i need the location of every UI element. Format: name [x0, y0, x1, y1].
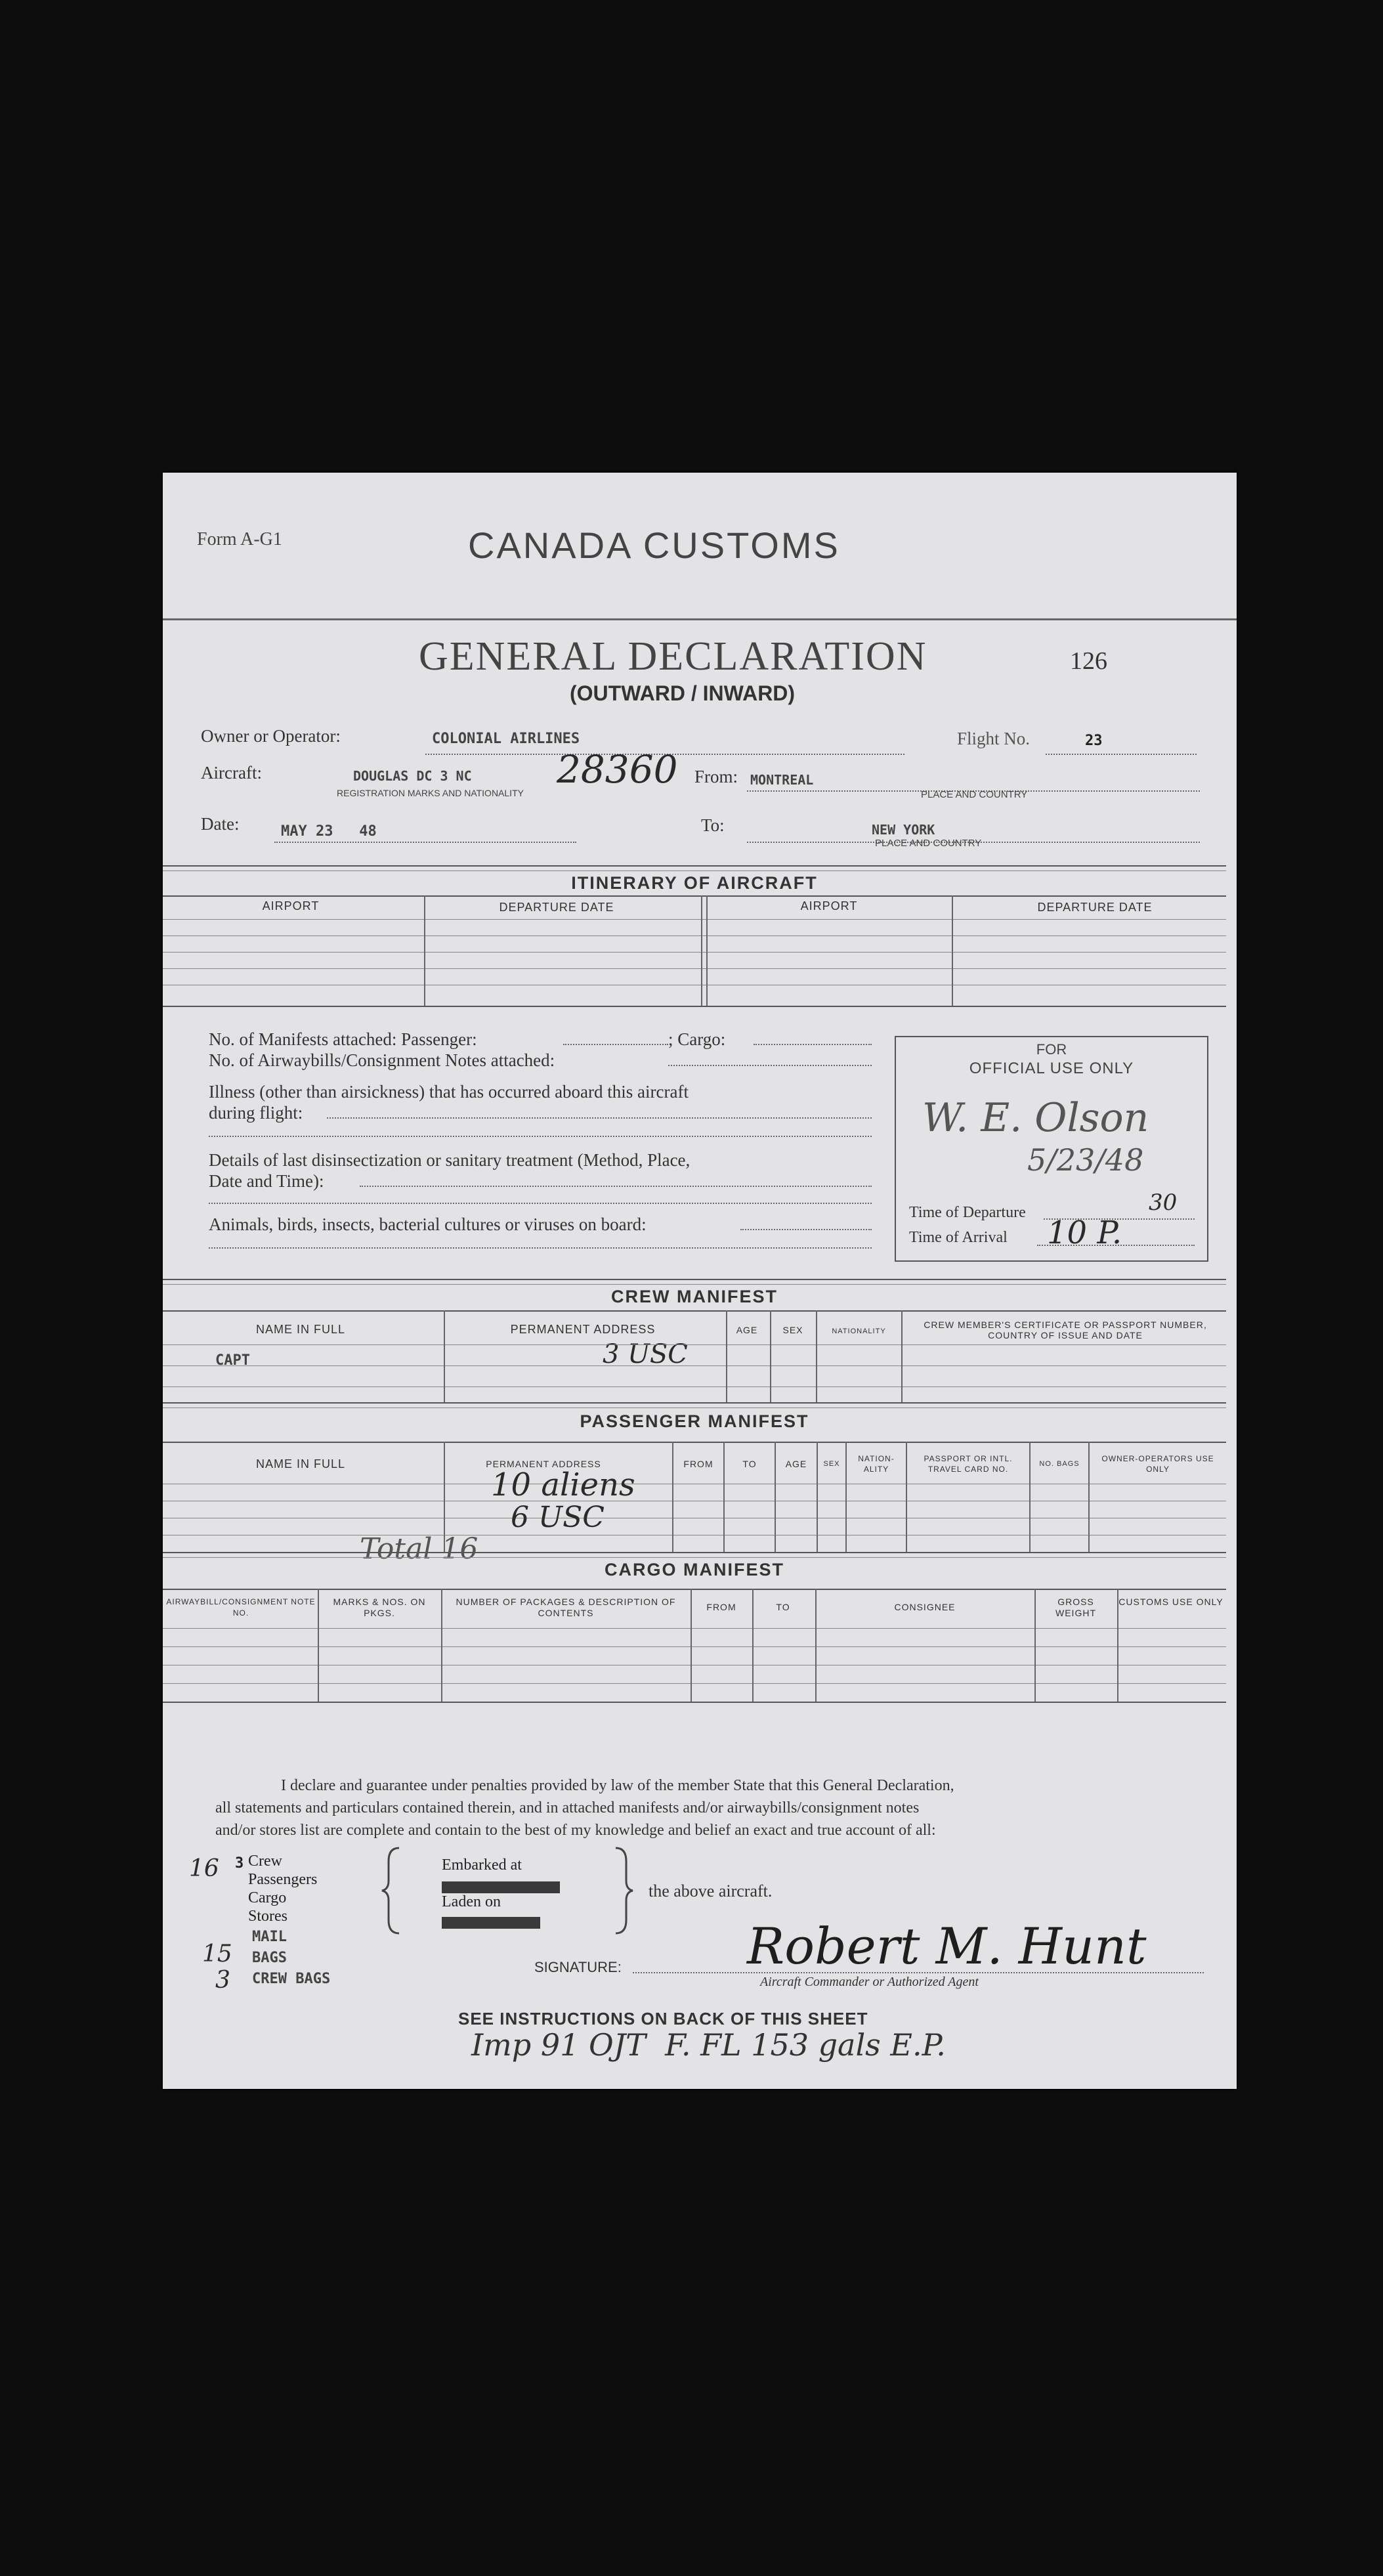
aircraft-value: DOUGLAS DC 3 NC — [353, 768, 472, 784]
from-label: From: — [694, 767, 738, 786]
page-subtitle: (OUTWARD / INWARD) — [570, 681, 796, 705]
passenger-col-owner-use: OWNER-OPERATORS USE ONLY — [1101, 1454, 1214, 1474]
cargo-col-packages: NUMBER OF PACKAGES & DESCRIPTION OF CONTENTS — [456, 1597, 676, 1618]
illness-question-line1: Illness (other than airsickness) that has occurred aboard this aircraft — [209, 1082, 689, 1102]
crew-count-typed: 3 — [235, 1855, 244, 1872]
item-mail: MAIL — [252, 1929, 287, 1945]
above-aircraft-label: the above aircraft. — [649, 1881, 773, 1900]
item-cargo: Cargo — [248, 1889, 287, 1906]
crew-col-name: NAME IN FULL — [255, 1323, 346, 1336]
agency-title: CANADA CUSTOMS — [468, 525, 840, 566]
place-caption-to: PLACE AND COUNTRY — [875, 838, 982, 849]
itinerary-col-departure-2: DEPARTURE DATE — [1037, 901, 1153, 914]
itinerary-col-airport-1: AIRPORT — [262, 899, 320, 912]
item-crew-bags: CREW BAGS — [252, 1971, 331, 1987]
item-crew: Crew — [248, 1853, 282, 1870]
to-label: To: — [701, 815, 725, 835]
struck-out-text — [442, 1917, 540, 1929]
owner-label: Owner or Operator: — [201, 726, 341, 746]
official-date-handwritten: 5/23/48 — [1027, 1142, 1144, 1178]
crew-col-address: PERMANENT ADDRESS — [510, 1323, 656, 1336]
form-number: Form A-G1 — [197, 529, 282, 549]
laden-on-label: Laden on — [442, 1893, 501, 1910]
arrival-time-handwritten: 10 P. — [1047, 1214, 1122, 1251]
divider — [163, 618, 1237, 620]
passenger-total-handwritten: Total 16 — [360, 1532, 479, 1566]
crew-col-sex: SEX — [782, 1325, 803, 1335]
passenger-col-address: PERMANENT ADDRESS — [486, 1459, 601, 1469]
cargo-col-weight: GROSS WEIGHT — [1055, 1597, 1096, 1618]
cargo-col-consignee: CONSIGNEE — [894, 1602, 956, 1612]
flight-label: Flight No. — [957, 729, 1031, 748]
to-value: NEW YORK — [872, 822, 935, 838]
commander-signature: Robert M. Hunt — [747, 1917, 1147, 1975]
declaration-line3: and/or stores list are complete and contain to the best of my knowledge and belief an exact and true account of all: — [215, 1822, 936, 1839]
item-bags: BAGS — [252, 1950, 287, 1966]
passenger-col-bags: NO. BAGS — [1039, 1460, 1080, 1468]
passenger-aliens-handwritten: 10 aliens — [491, 1467, 635, 1503]
divider — [163, 870, 1226, 871]
cargo-col-to: TO — [776, 1602, 790, 1612]
passenger-col-from: FROM — [683, 1459, 713, 1469]
itinerary-title: ITINERARY OF AIRCRAFT — [571, 873, 818, 893]
crew-row-address-handwritten: 3 USC — [603, 1339, 688, 1369]
date-label: Date: — [201, 814, 240, 834]
crew-col-certificate: CREW MEMBER'S CERTIFICATE OR PASSPORT NUMBER, COUNTRY OF ISSUE AND DATE — [924, 1320, 1207, 1341]
itinerary-col-departure-1: DEPARTURE DATE — [499, 901, 614, 914]
official-for-label: FOR — [1036, 1041, 1067, 1058]
crew-bags-count-handwritten: 3 — [215, 1967, 230, 1994]
flight-line — [1046, 754, 1197, 755]
airwaybills-question: No. of Airwaybills/Consignment Notes attached: — [209, 1050, 555, 1070]
cargo-manifest-title: CARGO MANIFEST — [605, 1560, 784, 1579]
crew-col-nationality: NATIONALITY — [832, 1327, 886, 1335]
crew-count-handwritten: 16 — [189, 1855, 219, 1882]
bags-count-handwritten: 15 — [202, 1941, 232, 1967]
crew-col-age: AGE — [736, 1325, 758, 1335]
passenger-usc-handwritten: 6 USC — [511, 1501, 605, 1534]
departure-time-handwritten: 30 — [1149, 1190, 1178, 1216]
passenger-col-age: AGE — [785, 1459, 807, 1469]
left-brace — [379, 1845, 406, 1937]
declaration-items — [189, 1851, 399, 2055]
owner-value: COLONIAL AIRLINES — [432, 731, 580, 747]
date-value: MAY 23 48 — [281, 823, 377, 840]
declaration-line1: I declare and guarantee under penalties provided by law of the member State that this General Declaration, — [281, 1777, 954, 1794]
signature-caption: Aircraft Commander or Authorized Agent — [760, 1975, 979, 1989]
crew-row-name: CAPT — [215, 1352, 250, 1369]
declaration-form — [163, 473, 1237, 2089]
cargo-col-airwaybill: AIRWAYBILL/CONSIGNMENT NOTE NO. — [166, 1597, 316, 1618]
signature-label: SIGNATURE: — [534, 1959, 622, 1975]
departure-time-label: Time of Departure — [909, 1204, 1026, 1221]
passenger-col-to: TO — [742, 1459, 757, 1469]
divider — [163, 865, 1226, 867]
passenger-col-nationality: NATION-ALITY — [858, 1454, 895, 1474]
passenger-col-passport: PASSPORT OR INTL. TRAVEL CARD NO. — [924, 1454, 1013, 1474]
official-use-label: OFFICIAL USE ONLY — [969, 1060, 1134, 1077]
embarked-at-label: Embarked at — [442, 1857, 522, 1874]
item-stores: Stores — [248, 1908, 287, 1925]
place-caption-from: PLACE AND COUNTRY — [921, 789, 1028, 800]
cargo-col-from: FROM — [706, 1602, 736, 1612]
aircraft-label: Aircraft: — [201, 763, 262, 783]
struck-out-text — [442, 1881, 560, 1893]
cargo-col-customs: CUSTOMS USE ONLY — [1118, 1597, 1223, 1607]
bottom-handwritten-note: Imp 91 OJT F. FL 153 gals E.P. — [471, 2027, 946, 2063]
disinsectization-question-line2: Date and Time): — [209, 1171, 324, 1191]
cargo-question: ; Cargo: — [668, 1029, 726, 1049]
illness-question-line2: during flight: — [209, 1103, 303, 1123]
document-number: 126 — [1070, 647, 1107, 675]
declaration-line2: all statements and particulars contained therein, and in attached manifests and/or airwaybills/consignment notes — [215, 1799, 920, 1816]
itinerary-col-airport-2: AIRPORT — [800, 899, 858, 912]
aircraft-caption: REGISTRATION MARKS AND NATIONALITY — [337, 788, 524, 798]
date-line — [274, 842, 576, 843]
officer-signature: W. E. Olson — [922, 1095, 1149, 1141]
declaration-text — [215, 1774, 1200, 1841]
aircraft-registration-handwritten: 28360 — [557, 747, 678, 792]
arrival-time-label: Time of Arrival — [909, 1229, 1008, 1246]
passenger-manifest-title: PASSENGER MANIFEST — [580, 1411, 809, 1431]
passenger-col-name: NAME IN FULL — [255, 1457, 346, 1470]
divider — [163, 895, 1226, 897]
passenger-col-sex: SEX — [823, 1460, 840, 1468]
disinsectization-question-line1: Details of last disinsectization or sanitary treatment (Method, Place, — [209, 1150, 691, 1170]
right-brace — [609, 1845, 635, 1937]
page-title: GENERAL DECLARATION — [419, 634, 927, 679]
crew-manifest-title: CREW MANIFEST — [611, 1287, 778, 1306]
cargo-col-marks: MARKS & NOS. ON PKGS. — [333, 1597, 426, 1618]
manifests-question: No. of Manifests attached: Passenger: — [209, 1029, 477, 1049]
item-passengers: Passengers — [248, 1871, 318, 1888]
animals-question: Animals, birds, insects, bacterial cultures or viruses on board: — [209, 1214, 647, 1234]
flight-value: 23 — [1085, 733, 1103, 749]
from-value: MONTREAL — [750, 772, 814, 788]
instructions-note: SEE INSTRUCTIONS ON BACK OF THIS SHEET — [458, 2009, 868, 2029]
official-use-box — [895, 1036, 1208, 1262]
